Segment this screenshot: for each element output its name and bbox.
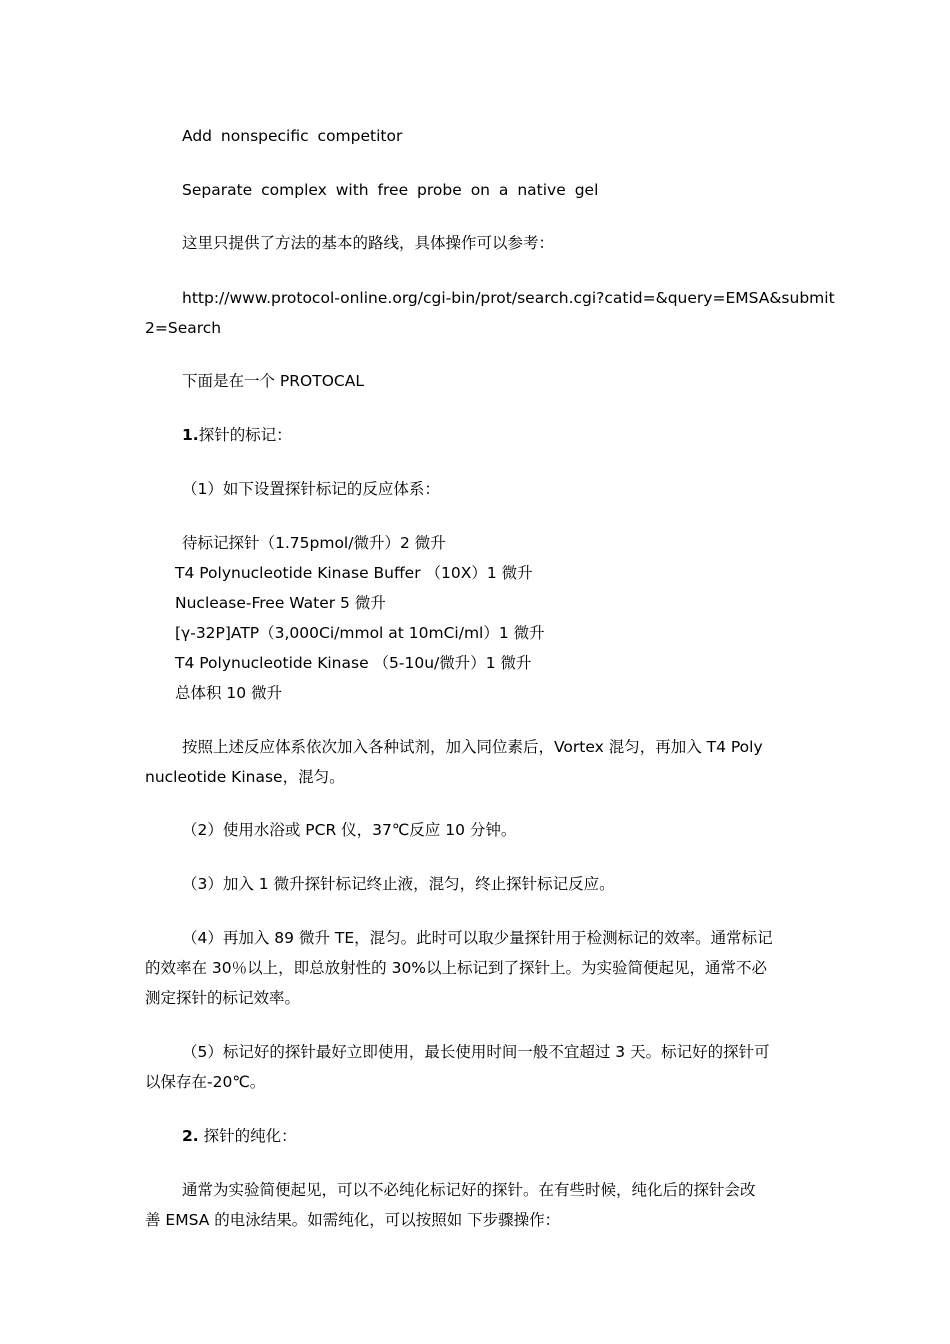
- step-4-line-2: 的效率在 30％以上，即总放射性的 30%以上标记到了探针上。为实验简便起见，通常不必: [145, 959, 768, 977]
- paragraph-separate-complex: Separate complex with free probe on a native gel: [182, 181, 599, 199]
- step-4-line-3: 测定探针的标记效率。: [145, 989, 301, 1007]
- paragraph-purification-line-1: 通常为实验简便起见，可以不必纯化标记好的探针。在有些时候，纯化后的探针会改: [182, 1181, 756, 1199]
- reagent-item: Nuclease-Free Water 5 微升: [175, 594, 386, 612]
- reference-url-line-2[interactable]: 2=Search: [145, 319, 222, 337]
- paragraph-protocol-intro: 下面是在一个 PROTOCAL: [182, 372, 364, 390]
- section-2-heading: [182, 1126, 297, 1146]
- reagent-item: [γ-32P]ATP（3,000Ci/mmol at 10mCi/ml）1 微升: [175, 624, 545, 642]
- section-1-number: 1.: [182, 426, 199, 444]
- step-1: （1）如下设置探针标记的反应体系：: [182, 480, 440, 498]
- paragraph-purification-line-2: 善 EMSA 的电泳结果。如需纯化，可以按照如 下步骤操作：: [145, 1211, 561, 1229]
- step-3: （3）加入 1 微升探针标记终止液，混匀，终止探针标记反应。: [182, 875, 615, 893]
- paragraph-nonspecific-competitor: Add nonspecific competitor: [182, 127, 403, 145]
- section-1-heading: [182, 425, 292, 445]
- step-2: （2）使用水浴或 PCR 仪，37℃反应 10 分钟。: [182, 821, 517, 839]
- step-5-line-1: （5）标记好的探针最好立即使用，最长使用时间一般不宜超过 3 天。标记好的探针可: [182, 1043, 770, 1061]
- section-1-title: 探针的标记：: [198, 426, 292, 444]
- step-4-line-1: （4）再加入 89 微升 TE，混匀。此时可以取少量探针用于检测标记的效率。通常标记: [182, 929, 773, 947]
- reagent-item: 待标记探针（1.75pmol/微升）2 微升: [182, 534, 446, 552]
- section-2-number: 2.: [182, 1127, 199, 1145]
- reagent-total: 总体积 10 微升: [175, 684, 283, 702]
- reagent-item: T4 Polynucleotide Kinase Buffer （10X）1 微升: [175, 564, 533, 582]
- section-2-title: 探针的纯化：: [198, 1127, 297, 1145]
- reagent-item: T4 Polynucleotide Kinase （5-10u/微升）1 微升: [175, 654, 532, 672]
- step-5-line-2: 以保存在-20℃。: [145, 1073, 266, 1091]
- reference-url-line-1[interactable]: http://www.protocol-online.org/cgi-bin/prot/search.cgi?catid=&query=EMSA&submit: [182, 289, 835, 307]
- paragraph-addition-order-line-2: nucleotide Kinase，混匀。: [145, 768, 345, 786]
- paragraph-reference-intro: 这里只提供了方法的基本的路线，具体操作可以参考：: [182, 234, 555, 252]
- paragraph-addition-order-line-1: 按照上述反应体系依次加入各种试剂，加入同位素后，Vortex 混匀，再加入 T4 Poly: [182, 738, 763, 756]
